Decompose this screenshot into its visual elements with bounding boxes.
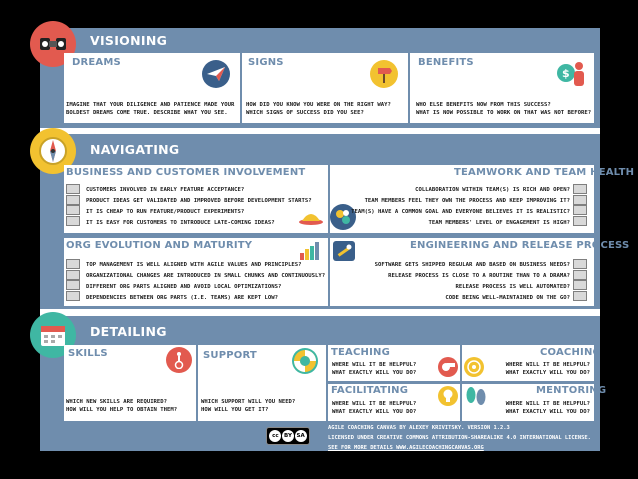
license-line-1: AGILE COACHING CANVAS BY ALEXEY KRIVITSKY. VERSION 1.2.3: [328, 425, 510, 431]
signs-title: SIGNS: [248, 57, 284, 68]
handshake-hat-icon: [298, 204, 324, 228]
skills-question-2: HOW WILL YOU HELP TO OBTAIN THEM?: [66, 407, 178, 413]
visioning-title: VISIONING: [90, 33, 168, 48]
teamwork-title: TEAMWORK AND TEAM HEALTH: [454, 167, 635, 178]
teamwork-question-1: COLLABORATION WITHIN TEAM(S) IS RICH AND OPEN?: [415, 187, 570, 193]
mentoring-question-2: WHAT EXACTLY WILL YOU DO?: [505, 409, 590, 415]
cc-mark: cc: [269, 430, 281, 442]
signs-question-2: WHICH SIGNS OF SUCCESS DID YOU SEE?: [246, 110, 364, 116]
support-title: SUPPORT: [203, 350, 257, 361]
whistle-icon: [438, 357, 458, 377]
checkbox[interactable]: [66, 280, 80, 290]
benefits-title: BENEFITS: [418, 57, 474, 68]
dreams-title: DREAMS: [72, 57, 121, 68]
checkbox[interactable]: [66, 195, 80, 205]
org-question-2: ORGANIZATIONAL CHANGES ARE INTRODUCED IN SMALL CHUNKS AND CONTINUOUSLY?: [86, 273, 326, 279]
business-question-4: IT IS EASY FOR CUSTOMERS TO INTRODUCE LATE-COMING IDEAS?: [86, 220, 275, 226]
business-question-1: CUSTOMERS INVOLVED IN EARLY FEATURE ACCEPTANCE?: [86, 187, 245, 193]
checkbox[interactable]: [573, 291, 587, 301]
checkbox[interactable]: [66, 205, 80, 215]
signs-question-1: HOW DID YOU KNOW YOU WERE ON THE RIGHT WAY?: [246, 102, 391, 108]
checkbox[interactable]: [573, 270, 587, 280]
target-icon: [464, 357, 484, 377]
engineering-question-3: RELEASE PROCESS IS WELL AUTOMATED?: [455, 284, 570, 290]
checkbox[interactable]: [66, 259, 80, 269]
sa-mark: SA: [295, 430, 307, 442]
checkbox[interactable]: [573, 280, 587, 290]
teaching-question-1: WHERE WILL IT BE HELPFUL?: [332, 362, 417, 368]
skills-question-1: WHICH NEW SKILLS ARE REQUIRED?: [66, 399, 168, 405]
business-title: BUSINESS AND CUSTOMER INVOLVEMENT: [66, 167, 306, 178]
facilitating-question-2: WHAT EXACTLY WILL YOU DO?: [332, 409, 417, 415]
benefits-question-2: WHAT IS NOW POSSIBLE TO WORK ON THAT WAS NOT BEFORE?: [416, 110, 592, 116]
svg-text:$: $: [562, 67, 570, 80]
org-question-3: DIFFERENT ORG PARTS ALIGNED AND AVOID LOCAL OPTIMIZATIONS?: [86, 284, 282, 290]
teaching-title: TEACHING: [331, 347, 390, 358]
license-text: [328, 423, 591, 453]
facilitating-question-1: WHERE WILL IT BE HELPFUL?: [332, 401, 417, 407]
checkbox[interactable]: [573, 195, 587, 205]
teamwork-question-4: TEAM MEMBERS' LEVEL OF ENGAGEMENT IS HIGH?: [428, 220, 570, 226]
tools-icon: [332, 240, 356, 262]
teamwork-question-2: TEAM MEMBERS FEEL THEY OWN THE PROCESS AND KEEP IMPROVING IT?: [364, 198, 570, 204]
checkbox[interactable]: [66, 216, 80, 226]
checkbox[interactable]: [66, 184, 80, 194]
org-checkboxes: [66, 259, 80, 301]
support-question-1: WHICH SUPPORT WILL YOU NEED?: [201, 399, 296, 405]
checkbox[interactable]: [573, 205, 587, 215]
lifebuoy-icon: [290, 346, 320, 376]
business-question-2: PRODUCT IDEAS GET VALIDATED AND IMPROVED BEFORE DEVELOPMENT STARTS?: [86, 198, 312, 204]
org-title: ORG EVOLUTION AND MATURITY: [66, 240, 253, 251]
support-question-2: HOW WILL YOU GET IT?: [201, 407, 269, 413]
license-line-3[interactable]: SEE FOR MORE DETAILS WWW.AGILECOACHINGCANVAS.ORG: [328, 445, 484, 451]
checkbox[interactable]: [573, 184, 587, 194]
skills-title: SKILLS: [68, 348, 108, 359]
checkbox[interactable]: [66, 270, 80, 280]
mentoring-question-1: WHERE WILL IT BE HELPFUL?: [505, 401, 590, 407]
by-mark: BY: [282, 430, 294, 442]
teaching-question-2: WHAT EXACTLY WILL YOU DO?: [332, 370, 417, 376]
navigating-title: NAVIGATING: [90, 142, 180, 157]
unicycle-icon: [166, 347, 192, 373]
checkbox[interactable]: [573, 216, 587, 226]
engineering-question-4: CODE BEING WELL-MAINTAINED ON THE GO?: [445, 295, 570, 301]
benefits-question-1: WHO ELSE BENEFITS NOW FROM THIS SUCCESS?: [416, 102, 551, 108]
coaching-question-1: WHERE WILL IT BE HELPFUL?: [505, 362, 590, 368]
engineering-title: ENGINEERING AND RELEASE PROCESS: [410, 240, 630, 251]
teamwork-checkboxes: [573, 184, 587, 226]
people-benefits-icon: [556, 60, 586, 88]
lightbulb-icon: [438, 386, 458, 406]
paper-plane-icon: [202, 60, 230, 88]
growth-chart-icon: [298, 240, 322, 262]
engineering-question-2: RELEASE PROCESS IS CLOSE TO A ROUTINE THAN TO A DRAMA?: [388, 273, 570, 279]
teamwork-question-3: TEAM(S) HAVE A COMMON GOAL AND EVERYONE BELIEVES IT IS REALISTIC?: [351, 209, 570, 215]
coaching-question-2: WHAT EXACTLY WILL YOU DO?: [505, 370, 590, 376]
checkbox[interactable]: [573, 259, 587, 269]
checkbox[interactable]: [66, 291, 80, 301]
org-question-4: DEPENDENCIES BETWEEN ORG PARTS (I.E. TEAMS) ARE KEPT LOW?: [86, 295, 278, 301]
org-question-1: TOP MANAGEMENT IS WELL ALIGNED WITH AGILE VALUES AND PRINCIPLES?: [86, 262, 302, 268]
mentoring-title: MENTORING: [536, 385, 607, 396]
detailing-title: DETAILING: [90, 324, 167, 339]
coaching-title: COACHING: [540, 347, 601, 358]
business-checkboxes: [66, 184, 80, 226]
business-question-3: IT IS CHEAP TO RUN FEATURE/PRODUCT EXPERIMENTS?: [86, 209, 245, 215]
dreams-question-2: BOLDEST DREAMS COME TRUE. DESCRIBE WHAT YOU SEE.: [66, 110, 228, 116]
footprints-icon: [464, 386, 488, 406]
dreams-question-1: IMAGINE THAT YOUR DILIGENCE AND PATIENCE MADE YOUR: [66, 102, 235, 108]
license-line-2: LICENSED UNDER CREATIVE COMMONS ATTRIBUTION-SHAREALIKE 4.0 INTERNATIONAL LICENSE.: [328, 435, 591, 441]
signpost-icon: [370, 60, 398, 88]
creative-commons-badge: [266, 427, 310, 445]
engineering-question-1: SOFTWARE GETS SHIPPED REGULAR AND BASED ON BUSINESS NEEDS?: [374, 262, 570, 268]
facilitating-title: FACILITATING: [331, 385, 409, 396]
engineering-checkboxes: [573, 259, 587, 301]
